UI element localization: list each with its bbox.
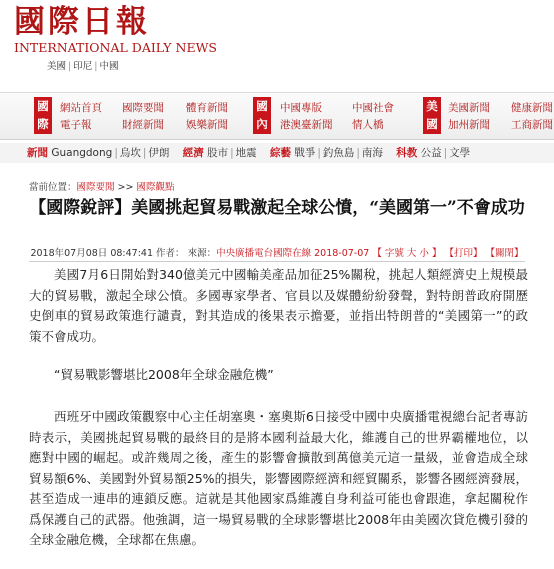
topic-link[interactable]: 南海 bbox=[361, 147, 383, 159]
source-label: 來源： bbox=[187, 248, 217, 259]
nav-item-finance[interactable]: 財經新聞 bbox=[122, 119, 164, 131]
close-link[interactable]: 【關閉】 bbox=[485, 248, 524, 259]
article-subheading: “貿易戰影響堪比2008年全球金融危機” bbox=[54, 367, 274, 382]
article-paragraph: 西班牙中國政策觀察中心主任胡塞奧・塞奧斯6日接受中國中央廣播電視總台記者專訪時表示，美國挑起貿易戰的最終目的是將本國利益最大化，維護自己的世界霸權地位，以應對中國的崛起。或許幾周之後，產生的影響會擴散到萬億美元這一量級，並會造成全球貿易額6%、美國對外貿易額25%的損失，影響國際經濟和經貿關系，影響各國經濟發展，甚至造成一連串的連鎖反應。這就是其他國家爲維護自身利益可能也會跟進，拿起關稅作爲保護自己的武器。他強調，這一場貿易戰的全球影響堪比2008年由美國次貸危機引發的全球金融危機，全球都在焦慮。 bbox=[29, 409, 528, 547]
meta-divider bbox=[29, 261, 525, 262]
nav-item-hk-macau-taiwan[interactable]: 港澳臺新聞 bbox=[280, 119, 333, 131]
topic-link[interactable]: 公益 bbox=[420, 147, 442, 159]
topic-link[interactable]: Guangdong bbox=[51, 147, 113, 159]
topic-bar: 新聞 Guangdong | 烏坎 | 伊朗 經濟 股市 | 地震 綜藝 戰爭 | 釣魚島 | 南海 科教 公益 | 文學 bbox=[0, 143, 554, 163]
author-label: 作者： bbox=[156, 248, 185, 259]
breadcrumb-separator: >> bbox=[114, 182, 137, 193]
nav-section-international: 國際 bbox=[34, 97, 52, 134]
topic-link[interactable]: 股市 bbox=[207, 147, 229, 159]
nav-item-entertainment[interactable]: 娛樂新聞 bbox=[186, 119, 228, 131]
topic-link[interactable]: 戰爭 bbox=[294, 147, 316, 159]
nav-section-usa: 美國 bbox=[423, 97, 441, 134]
main-nav bbox=[0, 92, 554, 140]
breadcrumb-prefix: 當前位置： bbox=[29, 182, 77, 193]
breadcrumb-link-intl-opinion[interactable]: 國際觀點 bbox=[136, 182, 175, 193]
topic-category-economy[interactable]: 經濟 bbox=[182, 147, 204, 159]
topic-category-science[interactable]: 科教 bbox=[396, 147, 418, 159]
article-title: 【國際銳評】美國挑起貿易戰激起全球公憤，“美國第一”不會成功 bbox=[29, 198, 525, 218]
edition-links: 美國 | 印尼 | 中國 bbox=[47, 61, 119, 72]
nav-item-lovers-bridge[interactable]: 情人橋 bbox=[352, 119, 384, 131]
topic-link[interactable]: 地震 bbox=[235, 147, 257, 159]
nav-item-epaper[interactable]: 電子報 bbox=[60, 119, 92, 131]
nav-item-china-society[interactable]: 中國社會 bbox=[352, 102, 394, 114]
nav-item-california[interactable]: 加州新聞 bbox=[448, 119, 490, 131]
article-meta bbox=[0, 245, 554, 259]
breadcrumb-link-intl-news[interactable]: 國際要聞 bbox=[76, 182, 115, 193]
print-link[interactable]: 【打印】 bbox=[444, 248, 483, 259]
article-source[interactable]: 中央廣播電台國際在線 2018-07-07 bbox=[216, 248, 370, 259]
topic-link[interactable]: 烏坎 bbox=[119, 147, 141, 159]
topic-category-news[interactable]: 新聞 bbox=[27, 147, 48, 159]
font-size-control[interactable]: 【 字號 大 小 】 bbox=[372, 248, 442, 259]
logo-english: INTERNATIONAL DAILY NEWS bbox=[14, 40, 217, 55]
article-paragraph: 美國7月6日開始對340億美元中國輸美產品加征25%關稅，挑起人類經濟史上規模最大的貿易戰，激起全球公憤。多國專家學者、官員以及媒體紛紛發聲，對特朗普政府開歷史倒車的貿易政策進行譴責，對其造成的後果表示擔憂，並指出特朗普的“美國第一”的政策不會成功。 bbox=[29, 267, 528, 344]
logo-chinese: 國際日報 bbox=[14, 4, 150, 40]
nav-item-business[interactable]: 工商新聞 bbox=[511, 119, 553, 131]
nav-item-china-edition[interactable]: 中國專版 bbox=[280, 102, 322, 114]
topic-link[interactable]: 伊朗 bbox=[148, 147, 170, 159]
nav-item-sports[interactable]: 體育新聞 bbox=[186, 102, 228, 114]
edition-link-us[interactable]: 美國 bbox=[47, 61, 67, 72]
breadcrumb bbox=[29, 179, 175, 193]
edition-link-indonesia[interactable]: 印尼 bbox=[73, 61, 93, 72]
nav-item-intl-news[interactable]: 國際要聞 bbox=[122, 102, 164, 114]
topic-category-variety[interactable]: 綜藝 bbox=[269, 147, 291, 159]
nav-section-domestic: 國內 bbox=[253, 97, 271, 134]
site-logo[interactable] bbox=[14, 4, 217, 55]
nav-item-us-news[interactable]: 美國新聞 bbox=[448, 102, 490, 114]
nav-item-home[interactable]: 網站首頁 bbox=[60, 102, 102, 114]
nav-item-health[interactable]: 健康新聞 bbox=[511, 102, 553, 114]
topic-link[interactable]: 釣魚島 bbox=[322, 147, 355, 159]
topic-link[interactable]: 文學 bbox=[449, 147, 471, 159]
article-date: 2018年07月08日 08:47:41 bbox=[30, 248, 153, 259]
edition-link-china[interactable]: 中國 bbox=[99, 61, 119, 72]
